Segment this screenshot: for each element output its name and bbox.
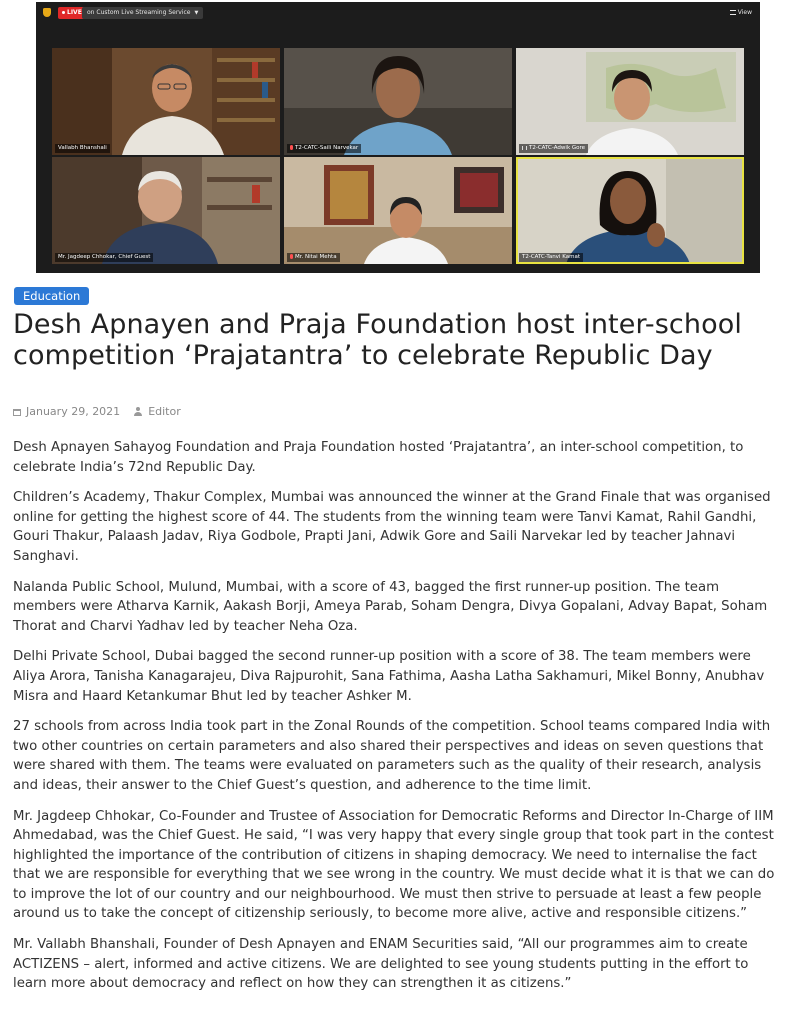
stream-service-dropdown[interactable]: on Custom Live Streaming Service ▼ [82,7,203,19]
video-feed [284,157,512,264]
paragraph: Mr. Vallabh Bhanshali, Founder of Desh Apnayen and ENAM Securities said, “All our programmes aim to create ACTIZENS – alert, informed and active citizens. We are delighted to see young students putting in the effort to learn more about democracy and reflect on how they can strengthen it as citizens.” [13,937,749,992]
video-feed [516,157,744,264]
category-badge[interactable]: Education [14,287,89,305]
paragraph: 27 schools from across India took part in the Zonal Rounds of the competition. School teams compared India with two other countries on certain parameters and also shared their perspectives and ideas on seven questions that were shared with them. The teams were evaluated on parameters such as the quality of their research, analysis and ideas, their answer to the Chief Guest’s question, and adherence to the time limit. [13,719,771,793]
zoom-meeting-screenshot [36,2,760,273]
calendar-icon [13,409,21,416]
view-button[interactable]: View [730,7,752,19]
record-dot-icon [62,11,65,14]
video-tile-saili-narvekar[interactable] [284,48,512,155]
post-date[interactable]: January 29, 2021 [26,405,121,418]
zoom-top-bar [36,2,760,22]
video-tile-jagdeep-chhokar[interactable] [52,157,280,264]
video-tile-tanvi-kamat[interactable] [516,157,744,264]
article-title: Desh Apnayen and Praja Foundation host inter-school competition ‘Prajatantra’ to celebrate Republic Day [13,309,742,371]
video-tile-adwik-gore[interactable] [516,48,744,155]
paragraph: Children’s Academy, Thakur Complex, Mumbai was announced the winner at the Grand Finale that was organised online for getting the highest score of 44. The students from the winning team were Tanvi Kamat, Rahil Gandhi, Gouri Thakur, Palaash Jadav, Riya Godbole, Prapti Jani, Adwik Gore and Saili Narvekar led by teacher Jahnavi Sanghavi. [13,490,771,564]
participant-name-label: T2-CATC-Adwik Gore [519,144,588,153]
muted-mic-icon [290,145,293,150]
paragraph: Desh Apnayen Sahayog Foundation and Praja Foundation hosted ‘Prajatantra’, an inter-school competition, to celebrate India’s 72nd Republic Day. [13,440,744,475]
shield-icon [43,8,51,17]
post-meta [13,405,181,419]
post-author[interactable]: Editor [148,405,181,418]
video-feed [284,48,512,155]
paragraph: Mr. Jagdeep Chhokar, Co-Founder and Trustee of Association for Democratic Reforms and Director In-Charge of IIM Ahmedabad, was the Chief Guest. He said, “I was very happy that every single group that took part in the contest highlighted the importance of the contribution of citizens in shaping democracy. We need to internalise the fact that we are responsible for everything that we see wrong in the country. We must decide what it is that we can do to improve the lot of our country and our neighbourhood. We must then strive to persuade at least a few people around us to take the concept of citizenship seriously, to become more alive, active and responsible citizens.” [13,808,775,922]
audio-icon [522,146,527,150]
participant-name-label: T2-CATC-Tanvi Kamat [519,253,583,262]
muted-mic-icon [290,254,293,259]
video-feed [52,157,280,264]
paragraph: Delhi Private School, Dubai bagged the second runner-up position with a score of 38. The team members were Aliya Arora, Tanisha Kanagarajeu, Diva Rajpurohit, Sana Fathima, Aasha Latha Sakhamuri, Mikel Bonny, Anubhav Misra and Haard Ketankumar Bhut led by teacher Ashker M. [13,649,765,704]
paragraph: Nalanda Public School, Mulund, Mumbai, with a score of 43, bagged the first runner-up position. The team members were Atharva Karnik, Aakash Borji, Ameya Parab, Soham Dengra, Divya Gopalani, Advay Bapat, Soham Thorat and Charvi Yadhav led by teacher Neha Oza. [13,579,768,634]
live-badge[interactable]: LIVE [58,7,86,19]
video-tile-vallabh-bhanshali[interactable] [52,48,280,155]
article-body [13,438,785,1005]
participant-name-label: T2-CATC-Saili Narvekar [287,144,361,153]
grid-view-icon [730,10,736,15]
user-icon [134,407,142,416]
video-tile-nitai-mehta[interactable] [284,157,512,264]
participant-name-label: Mr. Nitai Mehta [287,253,340,262]
video-feed [52,48,280,155]
caret-down-icon: ▼ [194,10,199,16]
participant-name-label: Mr. Jagdeep Chhokar, Chief Guest [55,253,153,262]
participant-name-label: Vallabh Bhanshali [55,144,110,153]
video-feed [516,48,744,155]
